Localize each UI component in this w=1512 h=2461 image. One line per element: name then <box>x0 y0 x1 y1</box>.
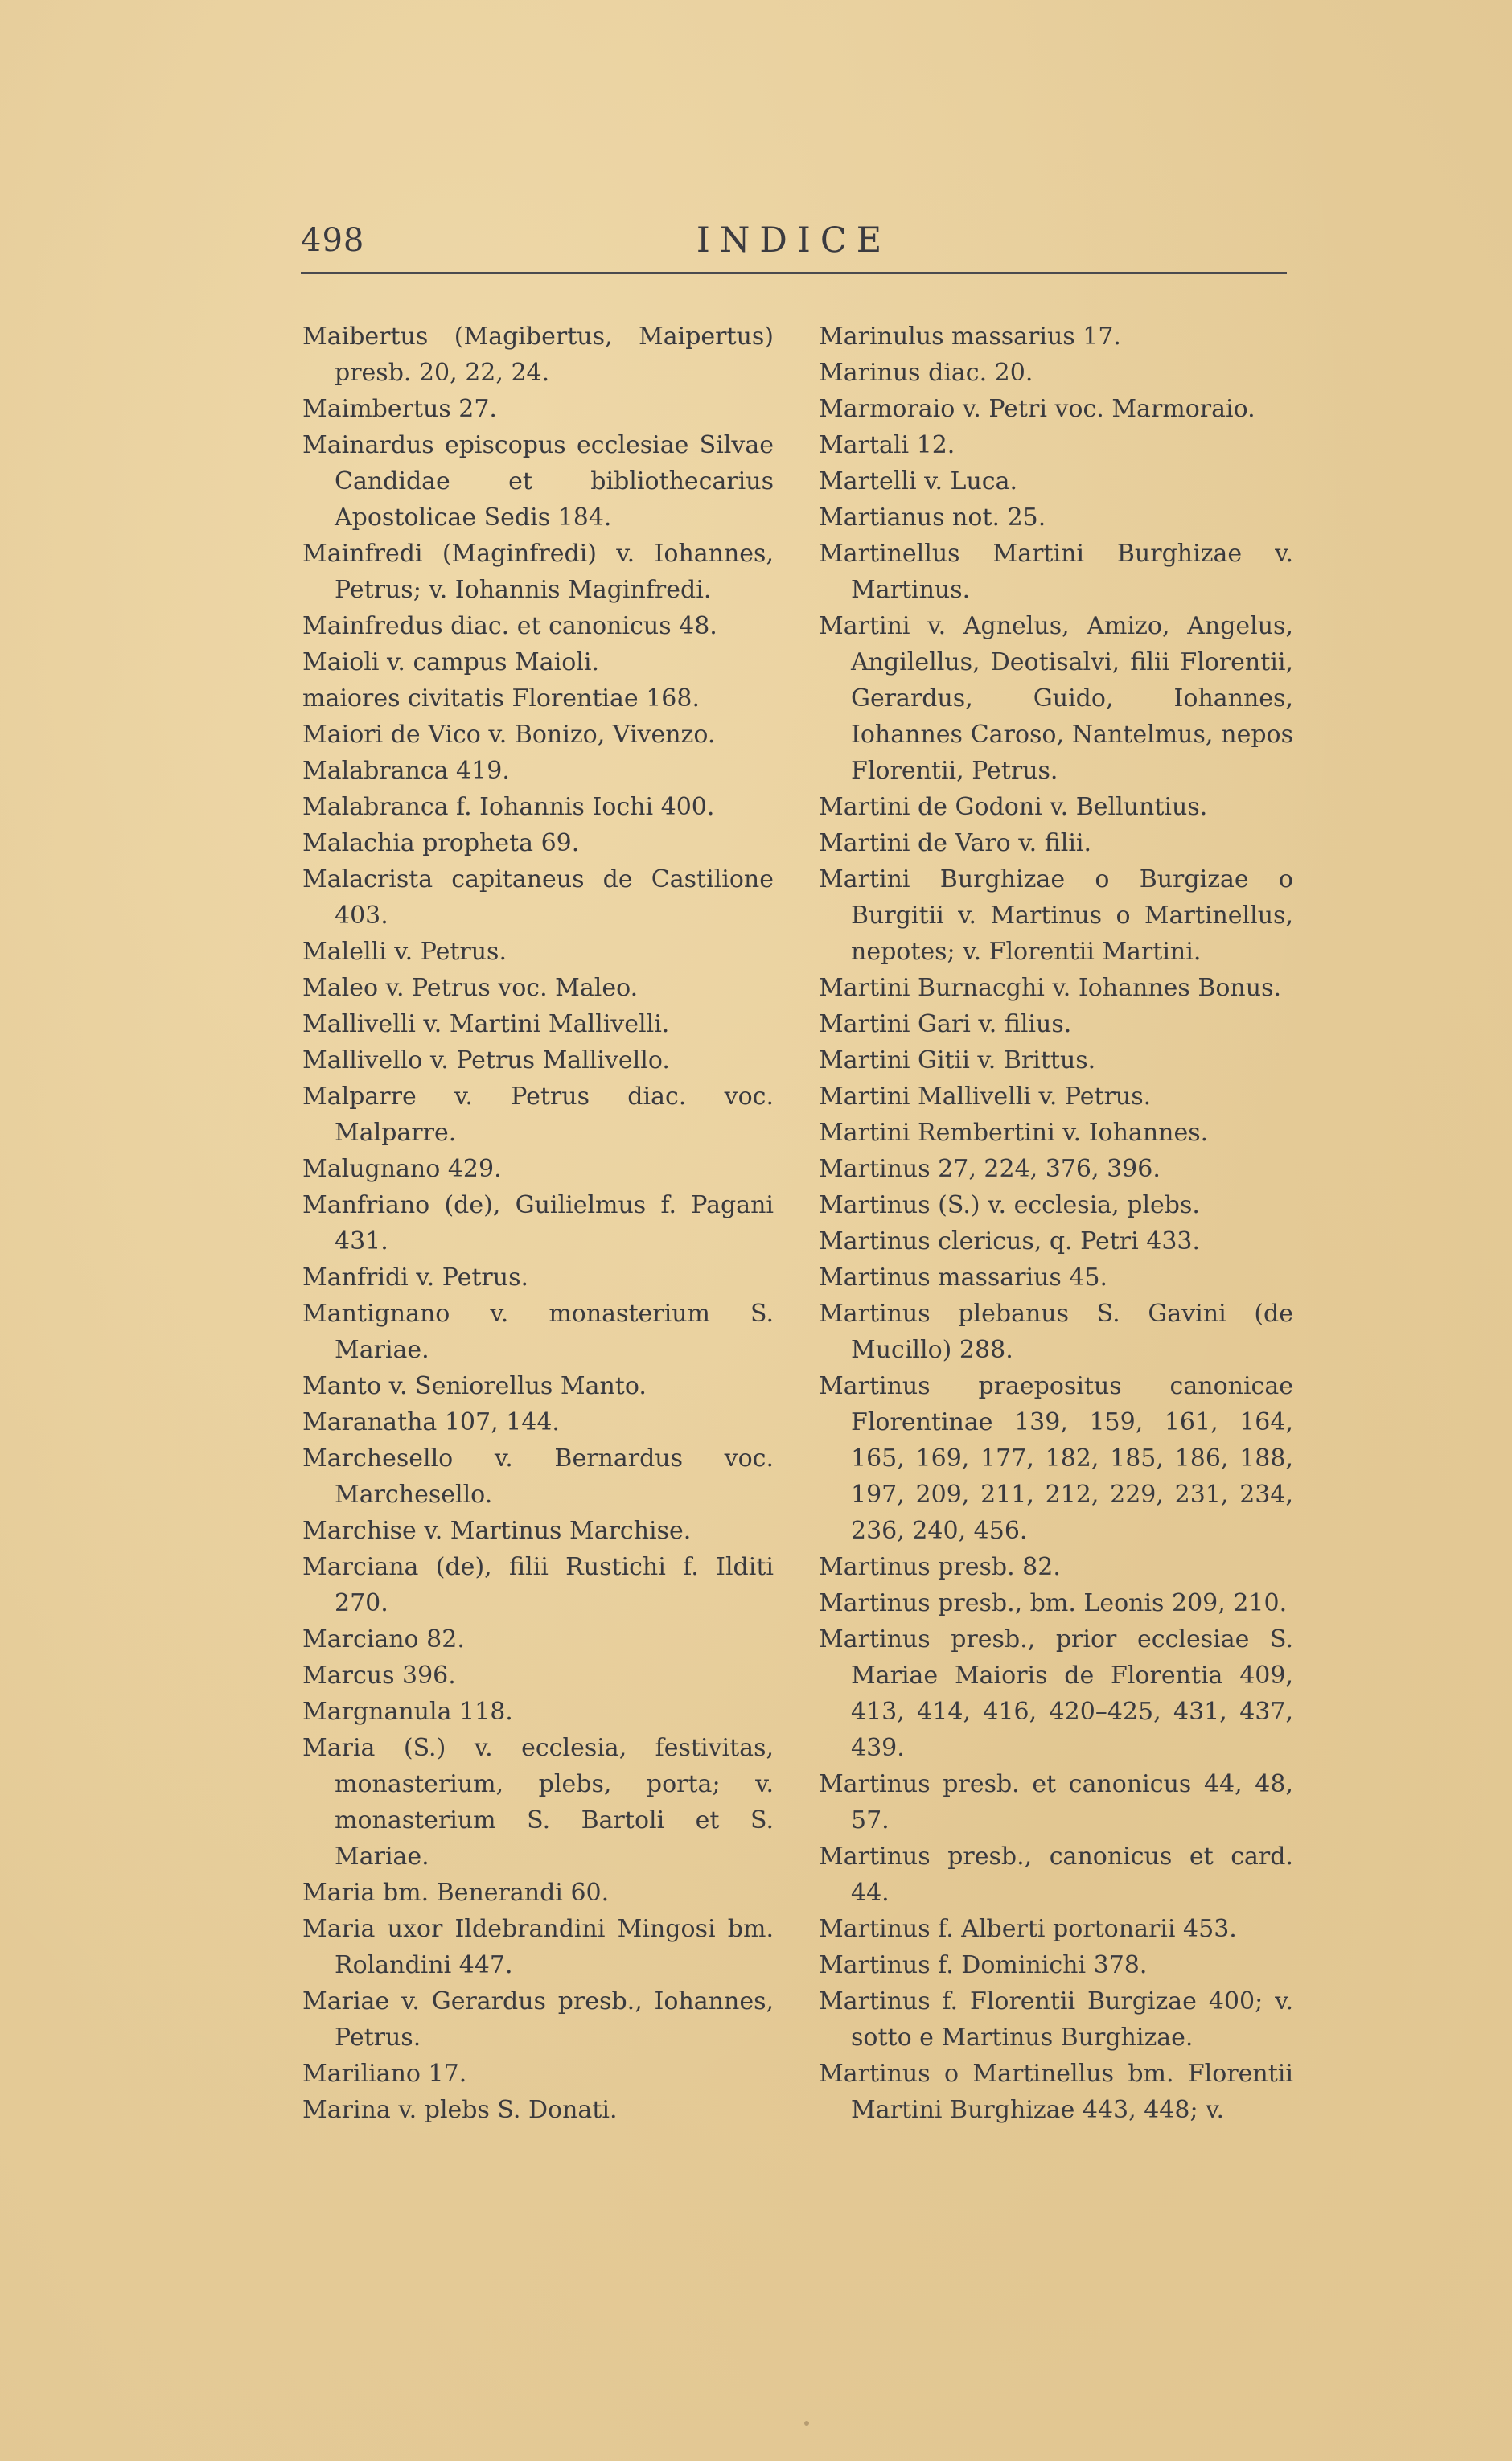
index-entry: Maiori de Vico v. Bonizo, Vivenzo. <box>302 721 716 749</box>
index-entry: Martinus 27, 224, 376, 396. <box>819 1155 1161 1183</box>
index-entry: Martali 12. <box>819 431 955 459</box>
index-entry: Martini de Varo v. filii. <box>819 829 1092 857</box>
index-entry: Marinus diac. 20. <box>819 359 1033 387</box>
running-title: INDICE <box>696 220 892 261</box>
index-entry: Maria bm. Benerandi 60. <box>302 1879 610 1907</box>
paper-speck <box>804 2421 809 2426</box>
index-entry: Martini Gari v. filius. <box>819 1010 1072 1038</box>
index-entry: Marchise v. Martinus Marchise. <box>302 1517 692 1545</box>
index-entry: Martinus massarius 45. <box>819 1263 1108 1292</box>
index-entry: Martinus o Martinellus bm. Florentii Martini Burghizae 443, 448; v. <box>819 2060 1293 2124</box>
index-entry: Maioli v. campus Maioli. <box>302 648 600 676</box>
index-entry: maiores civitatis Florentiae 168. <box>302 684 700 713</box>
index-column-right <box>819 318 1293 2128</box>
index-entry: Martinus clericus, q. Petri 433. <box>819 1227 1201 1255</box>
index-entry: Martini Mallivelli v. Petrus. <box>819 1083 1152 1111</box>
index-entry: Malparre v. Petrus diac. voc. Malparre. <box>302 1083 774 1147</box>
index-entry: Malabranca 419. <box>302 757 510 785</box>
index-entry: Martinus presb., bm. Leonis 209, 210. <box>819 1589 1288 1617</box>
page-number: 498 <box>301 222 365 259</box>
index-entry: Martianus not. 25. <box>819 503 1046 532</box>
index-entry: Marchesello v. Bernardus voc. Marchesello. <box>302 1444 774 1509</box>
index-entry: Margnanula 118. <box>302 1698 513 1726</box>
index-entry: Martinus presb. 82. <box>819 1553 1061 1581</box>
index-entry: Marciana (de), filii Rustichi f. Ilditi 270. <box>302 1553 774 1617</box>
index-entry: Martini Rembertini v. Iohannes. <box>819 1119 1209 1147</box>
index-entry: Mariae v. Gerardus presb., Iohannes, Petrus. <box>302 1987 774 2052</box>
index-entry: Malacrista capitaneus de Castilione 403. <box>302 865 774 930</box>
index-entry: Martinus praepositus canonicae Florentinae 139, 159, 161, 164, 165, 169, 177, 182, 185, 186, 188, 197, 209, 211, 212, 229, 231, 234, 236, 240, 456. <box>819 1372 1293 1545</box>
index-entry: Martinus presb. et canonicus 44, 48, 57. <box>819 1770 1293 1834</box>
index-entry: Martini v. Agnelus, Amizo, Angelus, Angilellus, Deotisalvi, filii Florentii, Gerardus, Guido, Iohannes, Iohannes Caroso, Nantelmus, nepos Florentii, Petrus. <box>819 612 1293 785</box>
index-entry: Maria (S.) v. ecclesia, festivitas, monasterium, plebs, porta; v. monasterium S. Bartoli et S. Mariae. <box>302 1734 774 1871</box>
index-entry: Mainfredus diac. et canonicus 48. <box>302 612 717 640</box>
index-entry: Marcus 396. <box>302 1662 456 1690</box>
index-entry: Martini Gitii v. Brittus. <box>819 1046 1096 1074</box>
index-entry: Martelli v. Luca. <box>819 467 1018 495</box>
index-entry: Mainfredi (Maginfredi) v. Iohannes, Petrus; v. Iohannis Maginfredi. <box>302 540 774 604</box>
index-entry: Mallivelli v. Martini Mallivelli. <box>302 1010 670 1038</box>
index-entry: Malachia propheta 69. <box>302 829 580 857</box>
index-entry: Mainardus episcopus ecclesiae Silvae Candidae et bibliothecarius Apostolicae Sedis 184. <box>302 431 774 532</box>
index-entry: Marinulus massarius 17. <box>819 323 1121 351</box>
index-entry: Martini Burnacghi v. Iohannes Bonus. <box>819 974 1282 1002</box>
index-entry: Maimbertus 27. <box>302 395 497 423</box>
index-entry: Martini de Godoni v. Belluntius. <box>819 793 1208 821</box>
index-entry: Manfridi v. Petrus. <box>302 1263 529 1292</box>
index-entry: Martinus presb., canonicus et card. 44. <box>819 1843 1293 1907</box>
index-entry: Mallivello v. Petrus Mallivello. <box>302 1046 670 1074</box>
index-entry: Malugnano 429. <box>302 1155 502 1183</box>
index-entry: Maleo v. Petrus voc. Maleo. <box>302 974 639 1002</box>
index-entry: Martinus f. Florentii Burgizae 400; v. sotto e Martinus Burghizae. <box>819 1987 1293 2052</box>
header-rule <box>301 272 1287 274</box>
index-entry: Martinus f. Alberti portonarii 453. <box>819 1915 1237 1943</box>
index-entry: Marmoraio v. Petri voc. Marmoraio. <box>819 395 1255 423</box>
index-entry: Marciano 82. <box>302 1625 465 1654</box>
page-header <box>301 219 1287 275</box>
index-column-left <box>302 318 774 2128</box>
index-entry: Malabranca f. Iohannis Iochi 400. <box>302 793 715 821</box>
index-entry: Martini Burghizae o Burgizae o Burgitii v. Martinus o Martinellus, nepotes; v. Florentii Martini. <box>819 865 1293 966</box>
index-entry: Maria uxor Ildebrandini Mingosi bm. Rolandini 447. <box>302 1915 774 1979</box>
index-entry: Maibertus (Magibertus, Maipertus) presb. 20, 22, 24. <box>302 323 774 387</box>
index-entry: Mariliano 17. <box>302 2060 467 2088</box>
index-entry: Maranatha 107, 144. <box>302 1408 560 1436</box>
index-entry: Malelli v. Petrus. <box>302 938 507 966</box>
index-entry: Manfriano (de), Guilielmus f. Pagani 431. <box>302 1191 774 1255</box>
index-entry: Manto v. Seniorellus Manto. <box>302 1372 647 1400</box>
index-entry: Mantignano v. monasterium S. Mariae. <box>302 1300 774 1364</box>
index-entry: Martinus (S.) v. ecclesia, plebs. <box>819 1191 1200 1219</box>
index-entry: Martinus presb., prior ecclesiae S. Mariae Maioris de Florentia 409, 413, 414, 416, 420–425, 431, 437, 439. <box>819 1625 1293 1762</box>
index-entry: Martinus plebanus S. Gavini (de Mucillo) 288. <box>819 1300 1293 1364</box>
index-entry: Martinellus Martini Burghizae v. Martinus. <box>819 540 1293 604</box>
index-entry: Marina v. plebs S. Donati. <box>302 2096 618 2124</box>
index-entry: Martinus f. Dominichi 378. <box>819 1951 1148 1979</box>
